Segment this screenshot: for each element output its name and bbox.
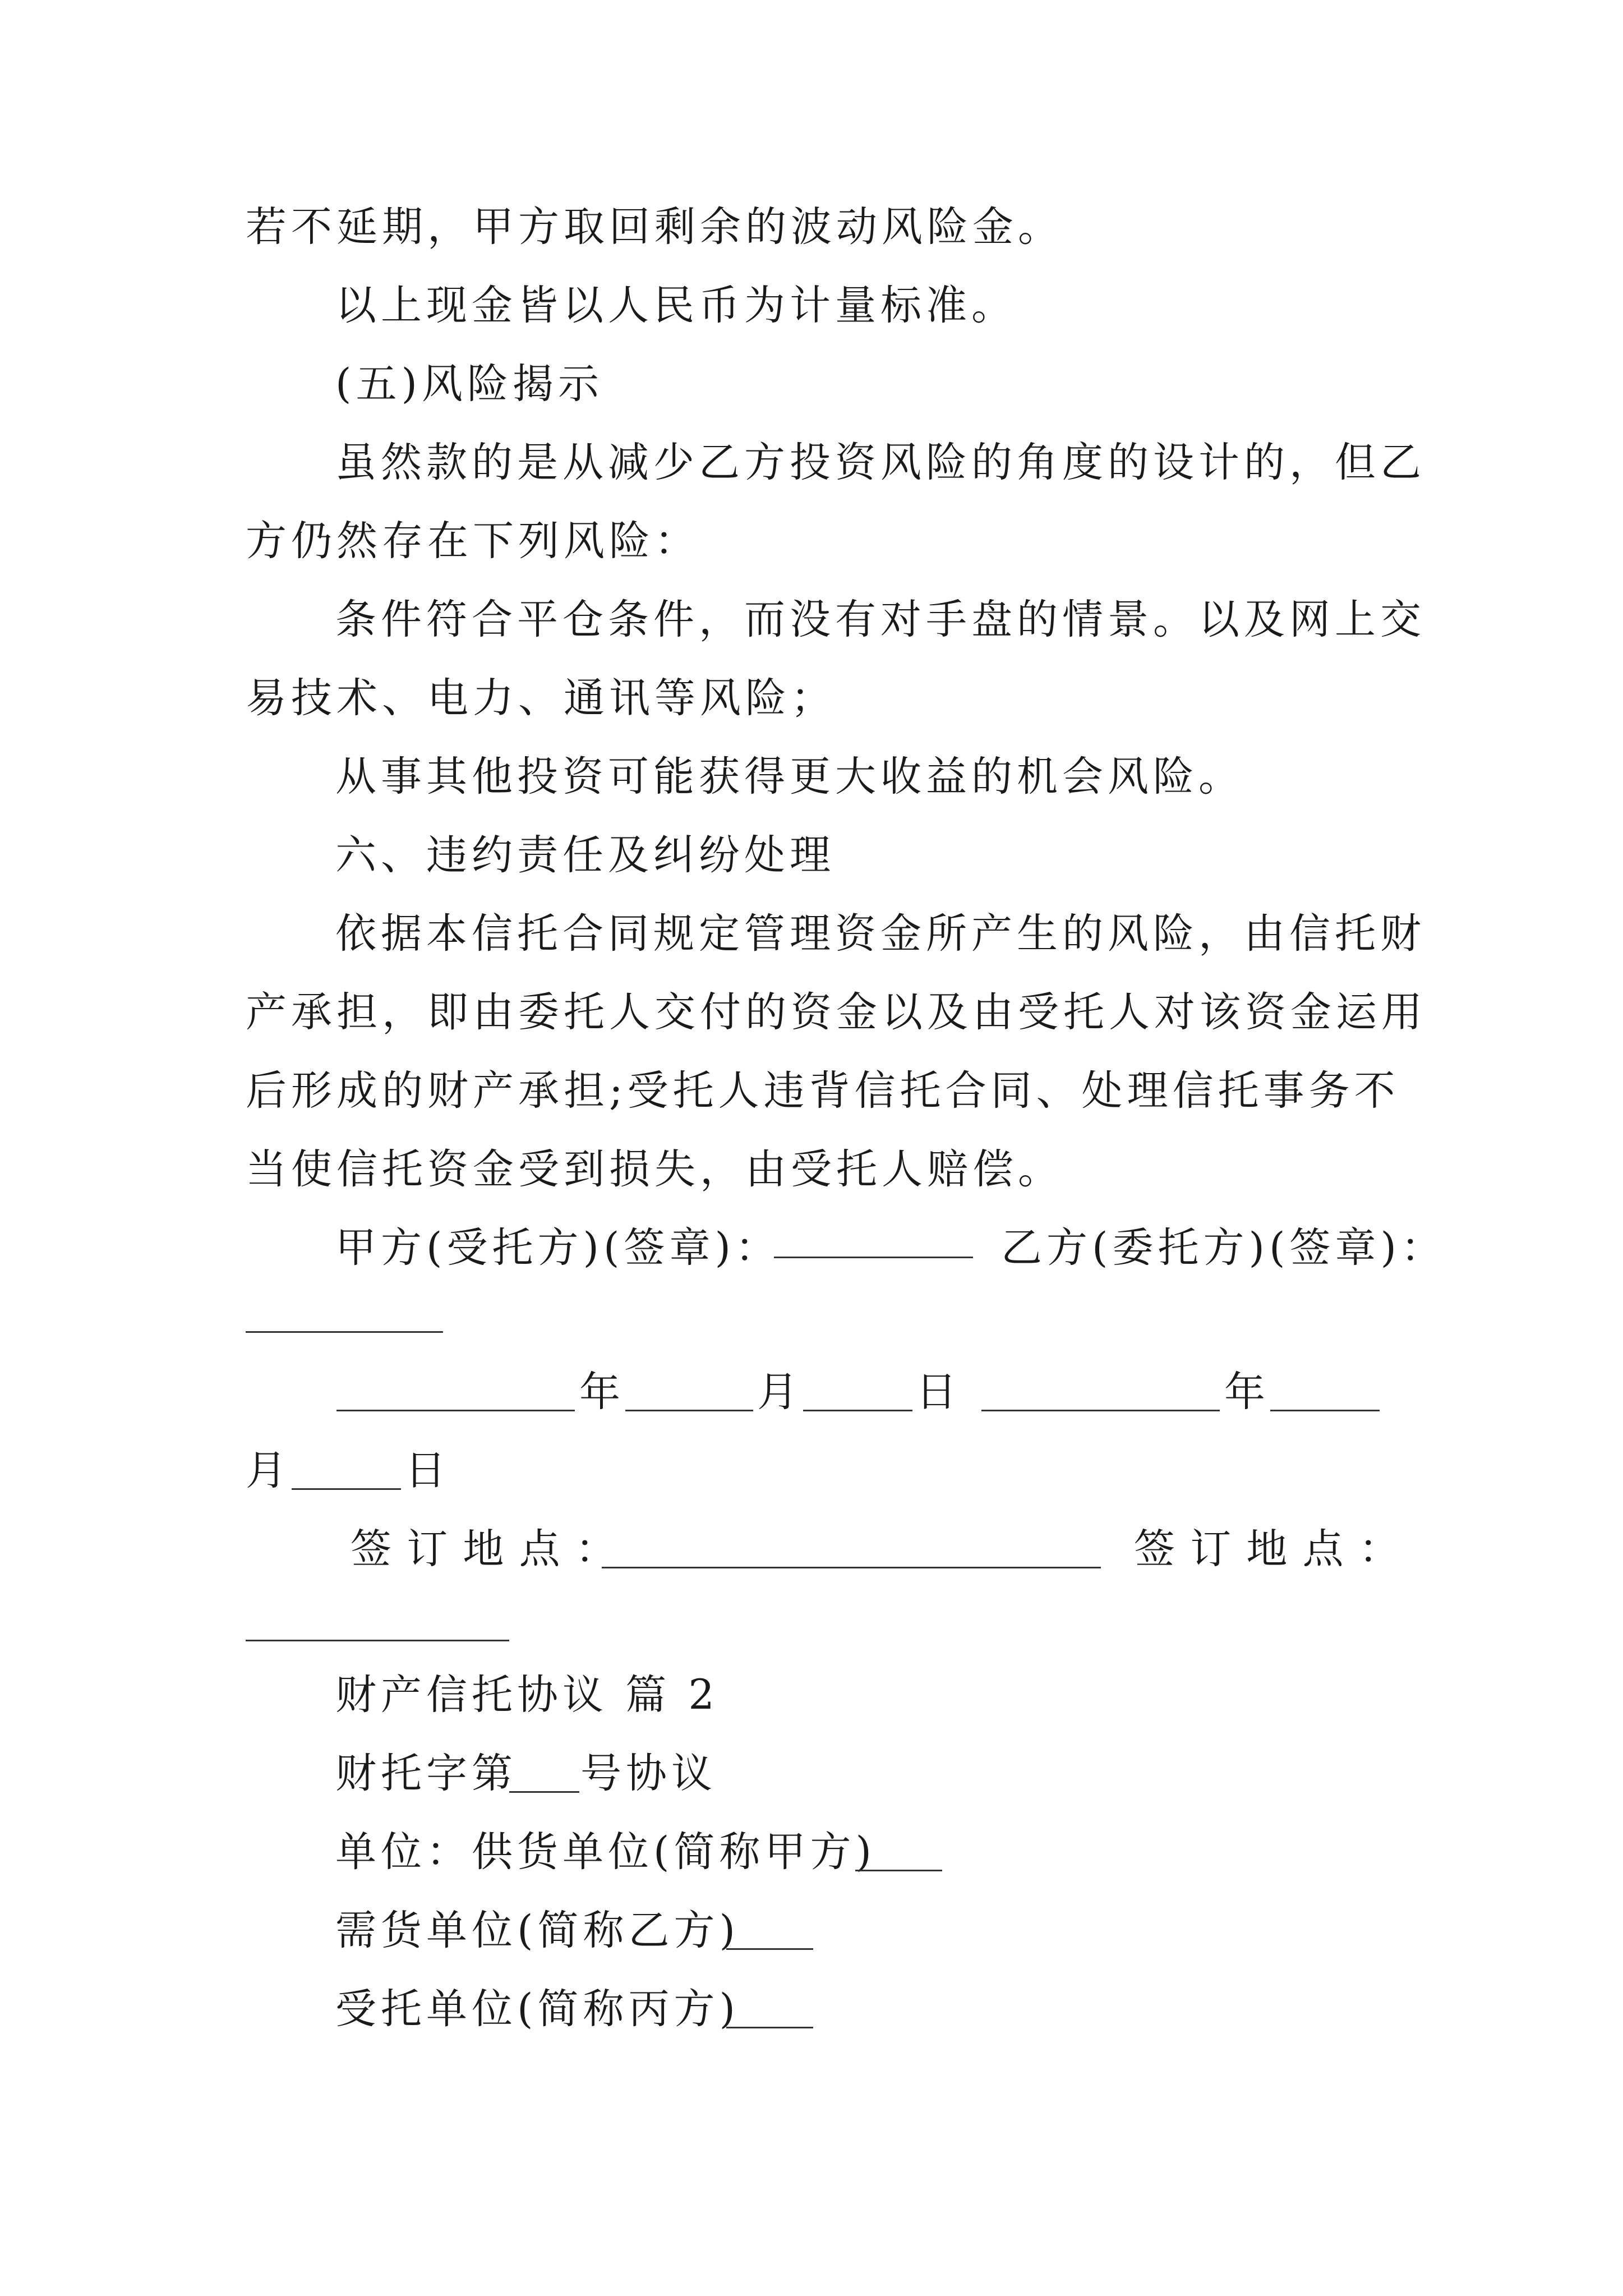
paragraph-line: 虽然款的是从减少乙方投资风险的角度的设计的，但乙 (335, 439, 1426, 486)
signature-party-b-blank (246, 1331, 443, 1333)
date-b-day-label: 日 (405, 1447, 450, 1494)
date-a-day-blank (803, 1410, 912, 1411)
section-heading: 六、违约责任及纠纷处理 (335, 831, 835, 879)
date-a-month-blank (625, 1410, 753, 1411)
paragraph-line: 从事其他投资可能获得更大收益的机会风险。 (335, 753, 1244, 800)
date-a-month-label: 月 (757, 1368, 803, 1416)
paragraph-line: 易技术、电力、通讯等风险； (246, 674, 836, 722)
supplier-unit-label: 单位：供货单位(简称甲方) (335, 1828, 876, 1876)
date-a-year-label: 年 (579, 1368, 625, 1416)
supplier-unit-blank (855, 1870, 942, 1871)
date-b-month-blank (1270, 1410, 1380, 1411)
paragraph-line: 条件符合平仓条件，而没有对手盘的情景。以及网上交 (335, 596, 1426, 643)
paragraph-line: 以上现金皆以人民币为计量标准。 (335, 282, 1017, 329)
date-b-month-label: 月 (246, 1447, 291, 1494)
signature-party-a-blank (774, 1257, 973, 1258)
signing-place-a-label: 签 订 地 点 ： (351, 1525, 617, 1573)
paragraph-line: 若不延期，甲方取回剩余的波动风险金。 (246, 203, 1063, 251)
date-a-year-blank (336, 1410, 575, 1411)
signing-place-a-blank (602, 1567, 1101, 1568)
signing-place-b-label: 签 订 地 点 ： (1134, 1525, 1401, 1573)
buyer-unit-blank (726, 1948, 813, 1950)
paragraph-line: 产承担，即由委托人交付的资金以及由受托人对该资金运用 (246, 988, 1427, 1036)
signing-place-b-blank (246, 1640, 509, 1641)
section-heading: (五)风险揭示 (335, 360, 603, 408)
signature-party-b-label: 乙方(委托方)(签章)： (1001, 1224, 1446, 1272)
contract-number-blank (509, 1791, 579, 1793)
signature-party-a-label: 甲方(受托方)(签章)： (335, 1224, 781, 1272)
trustee-unit-blank (726, 2027, 813, 2028)
contract-number-prefix: 财托字第 (335, 1750, 517, 1797)
paragraph-line: 后形成的财产承担;受托人违背信托合同、处理信托事务不 (246, 1067, 1400, 1115)
date-b-year-label: 年 (1224, 1368, 1270, 1416)
paragraph-line: 当使信托资金受到损失，由受托人赔偿。 (246, 1145, 1063, 1193)
buyer-unit-label: 需货单位(简称乙方) (335, 1907, 740, 1954)
date-a-day-label: 日 (916, 1368, 961, 1416)
section-title: 财产信托协议 篇 2 (335, 1671, 719, 1719)
date-b-year-blank (981, 1410, 1220, 1411)
date-b-day-blank (292, 1488, 401, 1490)
trustee-unit-label: 受托单位(简称丙方) (335, 1985, 740, 2033)
contract-number-suffix: 号协议 (580, 1750, 717, 1797)
paragraph-line: 方仍然存在下列风险： (246, 517, 700, 565)
paragraph-line: 依据本信托合同规定管理资金所产生的风险，由信托财 (335, 910, 1426, 958)
